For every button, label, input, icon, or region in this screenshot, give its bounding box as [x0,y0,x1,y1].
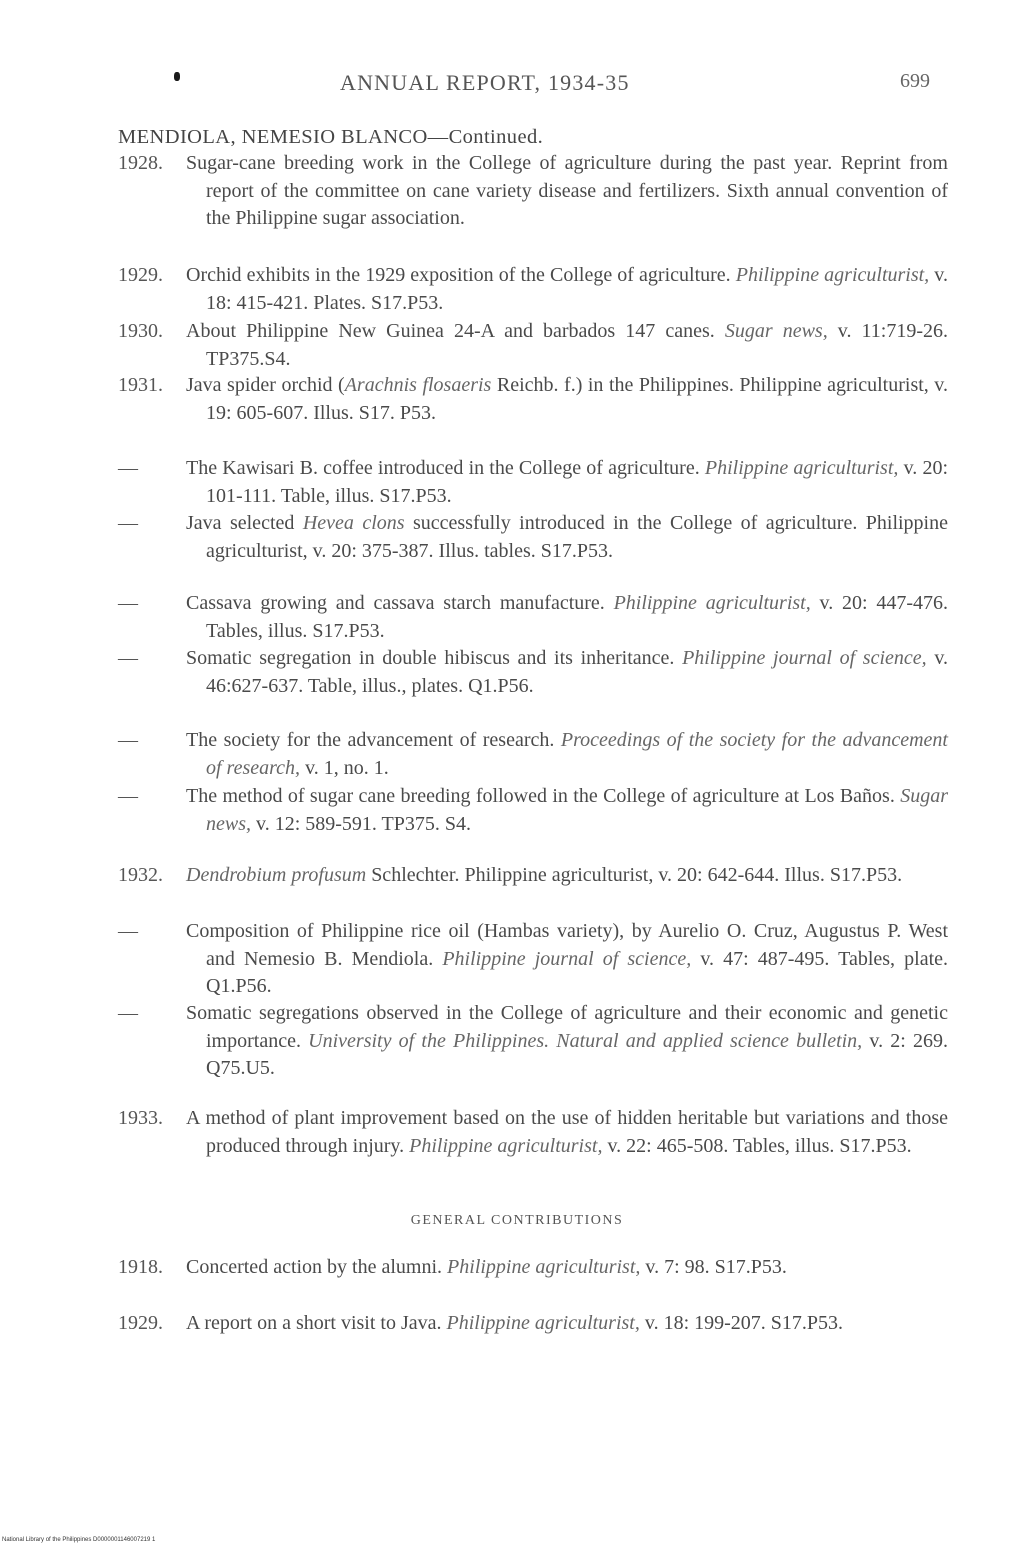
entry-journal: Dendrobium profusum [186,864,367,886]
bibliography-entry [118,1254,948,1282]
page-header-title: ANNUAL REPORT, 1934-35 [340,70,630,95]
entry-citation: v. 46:627-637. Table, illus., plates. Q1.P56. [206,647,949,697]
entry-citation: v. 11:719-26. TP375.S4. [206,320,949,370]
page-number: 699 [900,70,930,92]
entry-citation: v. 18: 199-207. S17.P53. [644,1312,844,1334]
bibliography-entry [118,862,948,890]
section-heading: GENERAL CONTRIBUTIONS [410,1213,624,1228]
entry-text: Java selected [186,512,295,534]
entry-journal: University of the Philippines. Natural and applied science bulletin, [308,1029,863,1052]
bibliography-entry [118,727,948,782]
entry-text: A report on a short visit to Java. [186,1312,442,1334]
entry-text: The Kawisari B. coffee introduced in the College of agriculture. [186,457,700,479]
bibliography-entry [118,1000,948,1083]
entry-year: 1932. [118,864,163,886]
bibliography-entry [118,1105,948,1160]
bibliography-entry [118,318,948,373]
entry-journal: Philippine agriculturist, [613,592,811,614]
entry-year: — [118,1002,138,1024]
scan-footer: National Library of the Philippines D0000001146007219 1 [2,1537,156,1543]
entry-text: A method of plant improvement based on the use of hidden heritable but variations and those produced through injury. [186,1107,948,1157]
bibliography-entry [118,783,948,838]
entry-journal: Philippine journal of science, [682,647,927,669]
entry-text: Sugar-cane breeding work in the College of agriculture during the past year. Reprint from report of the committee on cane variety disease and fertilizers. Sixth annual convention of the Philippine sugar association. [186,152,948,229]
entry-text: Cassava growing and cassava starch manufacture. [186,592,605,614]
entry-year: 1931. [118,374,163,396]
entry-citation: v. 20: 447-476. Tables, illus. S17.P53. [206,592,949,642]
entry-journal: Sugar news, [206,785,949,835]
entry-text: Somatic segregations observed in the College of agriculture and their economic and genetic importance. [186,1002,948,1052]
running-head [0,70,1034,100]
entry-journal: Philippine agriculturist, [704,457,899,479]
entry-citation: successfully introduced in the College of agriculture. Philippine agriculturist, v. 20: 375-387. Illus. tables. S17.P53. [206,512,948,562]
entry-year: — [118,647,138,669]
entry-citation: v. 20: 101-111. Table, illus. S17.P53. [206,457,949,507]
entry-year: 1930. [118,320,163,342]
entry-text: About Philippine New Guinea 24-A and barbados 147 canes. [186,320,715,342]
entry-year: — [118,785,138,807]
entry-journal: Philippine agriculturist, [735,264,930,286]
entry-citation: Reichb. f.) in the Philippines. Philippine agriculturist, v. 19: 605-607. Illus. S17. P53. [206,374,949,424]
bibliography-entry [118,372,948,427]
ink-dot [174,72,180,81]
entry-year: — [118,512,138,534]
entry-text: Somatic segregation in double hibiscus and its inheritance. [186,647,675,669]
entry-year: 1933. [118,1107,163,1129]
entry-journal: Arachnis flosaeris [344,374,492,396]
entry-year: — [118,920,138,942]
entry-journal: Philippine agriculturist, [447,1256,641,1278]
entry-citation: v. 22: 465-508. Tables, illus. S17.P53. [607,1134,912,1157]
entry-text: Composition of Philippine rice oil (Hambas variety), by Aurelio O. Cruz, Augustus P. West and Nemesio B. Mendiola. [186,920,948,970]
entry-text: Concerted action by the alumni. [186,1256,443,1278]
entry-text: Java spider orchid ( [186,374,345,396]
entry-year: 1929. [118,264,163,286]
entry-year: 1929. [118,1312,163,1334]
entry-year: — [118,457,138,479]
entry-citation: v. 2: 269. Q75.U5. [206,1029,948,1079]
entry-text: Orchid exhibits in the 1929 exposition of the College of agriculture. [186,264,731,286]
entry-citation: v. 7: 98. S17.P53. [645,1256,787,1278]
entry-year: — [118,592,138,614]
entry-text: The society for the advancement of research. [186,729,555,751]
bibliography-entry [118,455,948,510]
bibliography-entry [118,645,948,700]
entry-journal: Hevea clons [302,512,405,534]
bibliography-entry [118,918,948,1001]
entry-text: The method of sugar cane breeding followed in the College of agriculture at Los Baños. [186,785,895,807]
entry-year: — [118,729,138,751]
entry-journal: Philippine journal of science, [442,947,692,970]
entry-citation: v. 1, no. 1. [305,756,389,779]
entry-journal: Philippine agriculturist, [409,1134,603,1157]
entry-year: 1918. [118,1256,163,1278]
entry-year: 1928. [118,152,163,174]
entry-citation: v. 12: 589-591. TP375. S4. [256,812,472,835]
bibliography-entry [118,150,948,233]
entry-journal: Philippine agriculturist, [446,1312,640,1334]
entry-citation: v. 47: 487-495. Tables, plate. Q1.P56. [206,947,949,997]
entry-journal: Sugar news, [724,320,828,342]
bibliography-entry [118,510,948,565]
bibliography-entry [118,590,948,645]
entry-citation: v. 18: 415-421. Plates. S17.P53. [206,264,948,314]
bibliography-entry [118,262,948,317]
entry-journal: Proceedings of the society for the advancement of research, [206,729,948,779]
author-heading: MENDIOLA, NEMESIO BLANCO—Continued. [118,126,544,148]
bibliography-entry [118,1310,948,1338]
entry-citation: Schlechter. Philippine agriculturist, v. 20: 642-644. Illus. S17.P53. [371,864,903,886]
